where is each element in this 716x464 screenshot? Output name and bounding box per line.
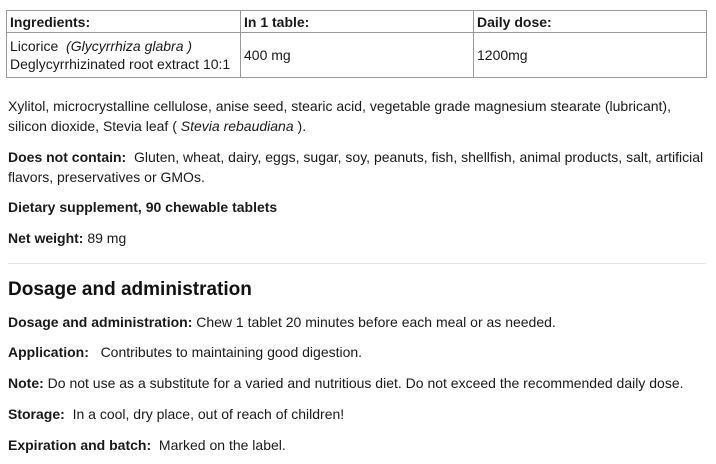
net-weight-label: Net weight: — [8, 230, 84, 246]
application — [8, 342, 708, 362]
section-title: Dosage and administration — [8, 279, 252, 300]
does-not-contain — [8, 147, 708, 187]
ingredient-extract: Deglycyrrhizinated root extract 10:1 — [10, 56, 231, 72]
other-ingredients — [8, 96, 708, 136]
net-weight-value: 89 mg — [87, 230, 127, 246]
note-value: Do not use as a substitute for a varied and nutritious diet. Do not exceed the recommended daily dose. — [47, 375, 684, 391]
other-ingredients-text: Xylitol, microcrystalline cellulose, anise seed, stearic acid, vegetable grade magnesium stearate (lubricant), silicon dioxide, Stevia leaf ( — [8, 98, 671, 134]
other-ingredients-end: ). — [297, 118, 307, 134]
expiration-label: Expiration and batch: — [8, 437, 152, 453]
ingredient-name: Licorice — [10, 38, 59, 54]
dosage-label: Dosage and administration: — [8, 314, 193, 330]
expiration — [8, 435, 708, 455]
supplement-line: Dietary supplement, 90 chewable tablets — [8, 199, 278, 215]
ingredient-cell — [7, 33, 241, 78]
header-daily-dose: Daily dose: — [474, 11, 707, 33]
header-per-tablet: In 1 table: — [241, 11, 474, 33]
dosage — [8, 312, 708, 332]
header-ingredients: Ingredients: — [7, 11, 241, 33]
expiration-value: Marked on the label. — [158, 437, 286, 453]
application-value: Contributes to maintaining good digestion. — [100, 344, 363, 360]
stevia-latin: Stevia rebaudiana — [180, 118, 294, 134]
storage-value: In a cool, dry place, out of reach of children! — [72, 406, 345, 422]
application-label: Application: — [8, 344, 89, 360]
table-row — [7, 33, 707, 78]
does-not-contain-value: Gluten, wheat, dairy, eggs, sugar, soy, peanuts, fish, shellfish, animal products, salt, artificial flavors, preservatives or GMOs. — [8, 149, 704, 185]
does-not-contain-label: Does not contain: — [8, 149, 127, 165]
section-divider — [8, 263, 706, 264]
storage — [8, 404, 708, 424]
table-header-row — [7, 11, 707, 33]
note — [8, 373, 708, 393]
ingredient-latin: (Glycyrrhiza glabra ) — [66, 38, 193, 54]
per-tablet-cell: 400 mg — [241, 33, 474, 78]
daily-dose-cell: 1200mg — [474, 33, 707, 78]
net-weight — [8, 228, 708, 248]
storage-label: Storage: — [8, 406, 65, 422]
dosage-value: Chew 1 tablet 20 minutes before each meal or as needed. — [196, 314, 556, 330]
note-label: Note: — [8, 375, 44, 391]
ingredients-table — [6, 10, 707, 78]
